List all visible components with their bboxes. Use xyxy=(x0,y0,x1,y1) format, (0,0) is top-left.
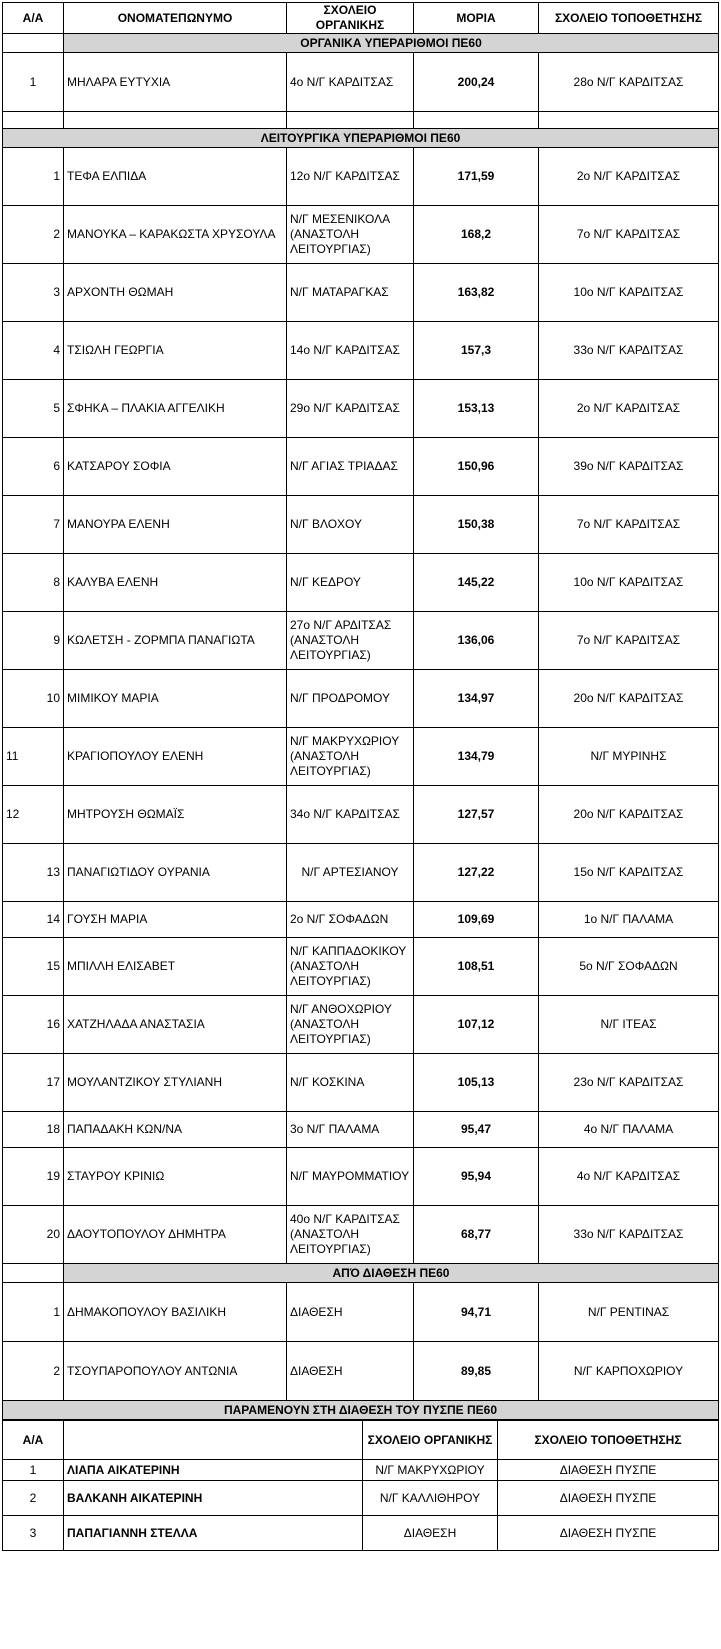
row-points: 68,77 xyxy=(414,1206,539,1264)
table-row xyxy=(3,1283,719,1342)
table-row xyxy=(3,1342,719,1401)
row-placement: 23ο Ν/Γ ΚΑΡΔΙΤΣΑΣ xyxy=(539,1054,719,1112)
row-org: 12ο Ν/Γ ΚΑΡΔΙΤΣΑΣ xyxy=(287,148,414,206)
row-aa: 2 xyxy=(3,1481,64,1516)
row-name: ΜΗΛΑΡΑ ΕΥΤΥΧΙΑ xyxy=(64,53,287,112)
row-aa: 5 xyxy=(3,380,64,438)
row-aa: 15 xyxy=(3,938,64,996)
remaining-header-placement: ΣΧΟΛΕΙΟ ΤΟΠΟΘΕΤΗΣΗΣ xyxy=(498,1421,719,1460)
row-name: ΚΑΤΣΑΡΟΥ ΣΟΦΙΑ xyxy=(64,438,287,496)
row-aa: 10 xyxy=(3,670,64,728)
row-org: 40ο Ν/Γ ΚΑΡΔΙΤΣΑΣ (ΑΝΑΣΤΟΛΗ ΛΕΙΤΟΥΡΓΙΑΣ) xyxy=(287,1206,414,1264)
row-org: Ν/Γ ΜΑΚΡΥΧΩΡΙΟΥ xyxy=(363,1460,498,1481)
table-row xyxy=(3,264,719,322)
row-points: 145,22 xyxy=(414,554,539,612)
table-row xyxy=(3,728,719,786)
row-points: 95,94 xyxy=(414,1148,539,1206)
row-aa: 12 xyxy=(3,786,64,844)
table-row xyxy=(3,438,719,496)
row-placement: 10ο Ν/Γ ΚΑΡΔΙΤΣΑΣ xyxy=(539,554,719,612)
row-org: ΔΙΑΘΕΣΗ xyxy=(287,1283,414,1342)
row-placement: 15ο Ν/Γ ΚΑΡΔΙΤΣΑΣ xyxy=(539,844,719,902)
row-org: Ν/Γ ΑΓΙΑΣ ΤΡΙΑΔΑΣ xyxy=(287,438,414,496)
row-placement: 33ο Ν/Γ ΚΑΡΔΙΤΣΑΣ xyxy=(539,322,719,380)
remaining-header-org: ΣΧΟΛΕΙΟ ΟΡΓΑΝΙΚΗΣ xyxy=(363,1421,498,1460)
row-org: 4ο Ν/Γ ΚΑΡΔΙΤΣΑΣ xyxy=(287,53,414,112)
row-points: 200,24 xyxy=(414,53,539,112)
row-aa: 9 xyxy=(3,612,64,670)
placements-table xyxy=(2,2,719,1420)
row-placement: 20ο Ν/Γ ΚΑΡΔΙΤΣΑΣ xyxy=(539,786,719,844)
row-org: 34ο Ν/Γ ΚΑΡΔΙΤΣΑΣ xyxy=(287,786,414,844)
row-name: ΤΕΦΑ ΕΛΠΙΔΑ xyxy=(64,148,287,206)
row-name: ΚΩΛΕΤΣΗ - ΖΟΡΜΠΑ ΠΑΝΑΓΙΩΤΑ xyxy=(64,612,287,670)
row-name: ΑΡΧΟΝΤΗ ΘΩΜΑΗ xyxy=(64,264,287,322)
row-placement: 4ο Ν/Γ ΚΑΡΔΙΤΣΑΣ xyxy=(539,1148,719,1206)
table-row xyxy=(3,322,719,380)
row-points: 153,13 xyxy=(414,380,539,438)
row-org: Ν/Γ ΜΕΣΕΝΙΚΟΛΑ (ΑΝΑΣΤΟΛΗ ΛΕΙΤΟΥΡΓΙΑΣ) xyxy=(287,206,414,264)
row-aa: 6 xyxy=(3,438,64,496)
row-name: ΚΡΑΓΙΟΠΟΥΛΟΥ ΕΛΕΝΗ xyxy=(64,728,287,786)
table-row xyxy=(3,1112,719,1148)
row-name: ΜΑΝΟΥΚΑ – ΚΑΡΑΚΩΣΤΑ ΧΡΥΣΟΥΛΑ xyxy=(64,206,287,264)
row-name: ΠΑΠΑΔΑΚΗ ΚΩΝ/ΝΑ xyxy=(64,1112,287,1148)
row-org: 3ο Ν/Γ ΠΑΛΑΜΑ xyxy=(287,1112,414,1148)
table-row xyxy=(3,996,719,1054)
row-org: Ν/Γ ΚΑΠΠΑΔΟΚΙΚΟΥ (ΑΝΑΣΤΟΛΗ ΛΕΙΤΟΥΡΓΙΑΣ) xyxy=(287,938,414,996)
section-remaining-row xyxy=(3,1401,719,1420)
row-points: 127,57 xyxy=(414,786,539,844)
remaining-row xyxy=(3,1516,719,1551)
row-aa: 18 xyxy=(3,1112,64,1148)
row-placement: Ν/Γ ΜΥΡΙΝΗΣ xyxy=(539,728,719,786)
section-functional-title: ΛΕΙΤΟΥΡΓΙΚΑ ΥΠΕΡΑΡΙΘΜΟΙ ΠΕ60 xyxy=(3,129,719,148)
row-org: Ν/Γ ΜΑΚΡΥΧΩΡΙΟΥ (ΑΝΑΣΤΟΛΗ ΛΕΙΤΟΥΡΓΙΑΣ) xyxy=(287,728,414,786)
row-org: 2ο Ν/Γ ΣΟΦΑΔΩΝ xyxy=(287,902,414,938)
row-org: ΔΙΑΘΕΣΗ xyxy=(287,1342,414,1401)
table-row xyxy=(3,206,719,264)
row-aa: 2 xyxy=(3,1342,64,1401)
remaining-header-name xyxy=(64,1421,363,1460)
row-placement: 1ο Ν/Γ ΠΑΛΑΜΑ xyxy=(539,902,719,938)
row-placement: 7ο Ν/Γ ΚΑΡΔΙΤΣΑΣ xyxy=(539,496,719,554)
table-row xyxy=(3,53,719,112)
row-name: ΜΗΤΡΟΥΣΗ ΘΩΜΑΪΣ xyxy=(64,786,287,844)
row-aa: 17 xyxy=(3,1054,64,1112)
row-name: ΤΣΙΩΛΗ ΓΕΩΡΓΙΑ xyxy=(64,322,287,380)
section-organic-row xyxy=(3,34,719,53)
row-aa: 13 xyxy=(3,844,64,902)
row-org: Ν/Γ ΚΑΛΛΙΘΗΡΟΥ xyxy=(363,1481,498,1516)
row-org: 14ο Ν/Γ ΚΑΡΔΙΤΣΑΣ xyxy=(287,322,414,380)
row-aa: 1 xyxy=(3,1460,64,1481)
row-name: ΒΑΛΚΑΝΗ ΑΙΚΑΤΕΡΙΝΗ xyxy=(64,1481,363,1516)
row-org: 27ο Ν/Γ ΑΡΔΙΤΣΑΣ (ΑΝΑΣΤΟΛΗ ΛΕΙΤΟΥΡΓΙΑΣ) xyxy=(287,612,414,670)
row-name: ΠΑΠΑΓΙΑΝΝΗ ΣΤΕΛΛΑ xyxy=(64,1516,363,1551)
section-organic-title: ΟΡΓΑΝΙΚΑ ΥΠΕΡΑΡΙΘΜΟΙ ΠΕ60 xyxy=(64,34,719,53)
table-row xyxy=(3,1206,719,1264)
row-placement: Ν/Γ ΡΕΝΤΙΝΑΣ xyxy=(539,1283,719,1342)
row-aa: 14 xyxy=(3,902,64,938)
row-placement: 2ο Ν/Γ ΚΑΡΔΙΤΣΑΣ xyxy=(539,148,719,206)
row-org: Ν/Γ ΑΝΘΟΧΩΡΙΟΥ (ΑΝΑΣΤΟΛΗ ΛΕΙΤΟΥΡΓΙΑΣ) xyxy=(287,996,414,1054)
section-remaining-title: ΠΑΡΑΜΕΝΟΥΝ ΣΤΗ ΔΙΑΘΕΣΗ ΤΟΥ ΠΥΣΠΕ ΠΕ60 xyxy=(3,1401,719,1420)
row-placement: 2ο Ν/Γ ΚΑΡΔΙΤΣΑΣ xyxy=(539,380,719,438)
row-name: ΔΗΜΑΚΟΠΟΥΛΟΥ ΒΑΣΙΛΙΚΗ xyxy=(64,1283,287,1342)
table-row xyxy=(3,670,719,728)
row-aa: 7 xyxy=(3,496,64,554)
row-points: 168,2 xyxy=(414,206,539,264)
table-row xyxy=(3,844,719,902)
row-org: Ν/Γ ΚΕΔΡΟΥ xyxy=(287,554,414,612)
row-name: ΠΑΝΑΓΙΩΤΙΔΟΥ ΟΥΡΑΝΙΑ xyxy=(64,844,287,902)
header-row xyxy=(3,3,719,34)
row-name: ΚΑΛΥΒΑ ΕΛΕΝΗ xyxy=(64,554,287,612)
remaining-row xyxy=(3,1481,719,1516)
table-row xyxy=(3,1148,719,1206)
row-points: 171,59 xyxy=(414,148,539,206)
row-aa: 20 xyxy=(3,1206,64,1264)
row-placement: 28ο Ν/Γ ΚΑΡΔΙΤΣΑΣ xyxy=(539,53,719,112)
document-sheet xyxy=(2,2,718,1551)
row-points: 134,79 xyxy=(414,728,539,786)
table-row xyxy=(3,1054,719,1112)
table-row xyxy=(3,938,719,996)
row-aa: 1 xyxy=(3,53,64,112)
row-org: ΔΙΑΘΕΣΗ xyxy=(363,1516,498,1551)
row-aa: 2 xyxy=(3,206,64,264)
section-functional-row xyxy=(3,129,719,148)
header-name: ΟΝΟΜΑΤΕΠΩΝΥΜΟ xyxy=(64,3,287,34)
row-org: Ν/Γ ΚΟΣΚΙΝΑ xyxy=(287,1054,414,1112)
row-points: 107,12 xyxy=(414,996,539,1054)
row-points: 95,47 xyxy=(414,1112,539,1148)
row-placement: Ν/Γ ΙΤΕΑΣ xyxy=(539,996,719,1054)
remaining-row xyxy=(3,1460,719,1481)
row-aa: 19 xyxy=(3,1148,64,1206)
row-org: Ν/Γ ΜΑΤΑΡΑΓΚΑΣ xyxy=(287,264,414,322)
row-name: ΣΤΑΥΡΟΥ ΚΡΙΝΙΩ xyxy=(64,1148,287,1206)
row-points: 150,96 xyxy=(414,438,539,496)
section-disposal-row xyxy=(3,1264,719,1283)
row-org: Ν/Γ ΑΡΤΕΣΙΑΝΟΥ xyxy=(287,844,414,902)
row-aa: 1 xyxy=(3,1283,64,1342)
row-name: ΜΙΜΙΚΟΥ ΜΑΡΙΑ xyxy=(64,670,287,728)
row-placement: 7ο Ν/Γ ΚΑΡΔΙΤΣΑΣ xyxy=(539,612,719,670)
header-placement: ΣΧΟΛΕΙΟ ΤΟΠΟΘΕΤΗΣΗΣ xyxy=(539,3,719,34)
remaining-header-row xyxy=(3,1421,719,1460)
row-placement: 7ο Ν/Γ ΚΑΡΔΙΤΣΑΣ xyxy=(539,206,719,264)
row-points: 127,22 xyxy=(414,844,539,902)
table-row xyxy=(3,380,719,438)
row-points: 134,97 xyxy=(414,670,539,728)
remaining-table xyxy=(2,1420,719,1551)
row-name: ΤΣΟΥΠΑΡΟΠΟΥΛΟΥ ΑΝΤΩΝΙΑ xyxy=(64,1342,287,1401)
row-org: 29ο Ν/Γ ΚΑΡΔΙΤΣΑΣ xyxy=(287,380,414,438)
row-placement: 4ο Ν/Γ ΠΑΛΑΜΑ xyxy=(539,1112,719,1148)
row-placement: Ν/Γ ΚΑΡΠΟΧΩΡΙΟΥ xyxy=(539,1342,719,1401)
table-row xyxy=(3,554,719,612)
row-points: 109,69 xyxy=(414,902,539,938)
row-aa: 3 xyxy=(3,1516,64,1551)
row-aa: 4 xyxy=(3,322,64,380)
row-aa: 16 xyxy=(3,996,64,1054)
row-placement: 39ο Ν/Γ ΚΑΡΔΙΤΣΑΣ xyxy=(539,438,719,496)
header-points: ΜΟΡΙΑ xyxy=(414,3,539,34)
row-name: ΔΑΟΥΤΟΠΟΥΛΟΥ ΔΗΜΗΤΡΑ xyxy=(64,1206,287,1264)
row-placement: 33ο Ν/Γ ΚΑΡΔΙΤΣΑΣ xyxy=(539,1206,719,1264)
row-points: 136,06 xyxy=(414,612,539,670)
remaining-header-aa: Α/Α xyxy=(3,1421,64,1460)
row-points: 150,38 xyxy=(414,496,539,554)
row-placement: 20ο Ν/Γ ΚΑΡΔΙΤΣΑΣ xyxy=(539,670,719,728)
row-placement: ΔΙΑΘΕΣΗ ΠΥΣΠΕ xyxy=(498,1516,719,1551)
table-row xyxy=(3,902,719,938)
row-points: 157,3 xyxy=(414,322,539,380)
row-aa: 1 xyxy=(3,148,64,206)
row-name: ΛΙΑΠΑ ΑΙΚΑΤΕΡΙΝΗ xyxy=(64,1460,363,1481)
row-org: Ν/Γ ΜΑΥΡΟΜΜΑΤΙΟΥ xyxy=(287,1148,414,1206)
row-org: Ν/Γ ΒΛΟΧΟΥ xyxy=(287,496,414,554)
table-row xyxy=(3,786,719,844)
row-placement: ΔΙΑΘΕΣΗ ΠΥΣΠΕ xyxy=(498,1460,719,1481)
header-org: ΣΧΟΛΕΙΟ ΟΡΓΑΝΙΚΗΣ xyxy=(287,3,414,34)
row-points: 89,85 xyxy=(414,1342,539,1401)
row-points: 94,71 xyxy=(414,1283,539,1342)
row-aa: 11 xyxy=(3,728,64,786)
table-row xyxy=(3,148,719,206)
row-aa: 3 xyxy=(3,264,64,322)
table-row xyxy=(3,496,719,554)
row-name: ΜΟΥΛΑΝΤΖΙΚΟΥ ΣΤΥΛΙΑΝΗ xyxy=(64,1054,287,1112)
table-row xyxy=(3,612,719,670)
section-disposal-title: ΑΠΌ ΔΙΑΘΕΣΗ ΠΕ60 xyxy=(64,1264,719,1283)
row-placement: 10ο Ν/Γ ΚΑΡΔΙΤΣΑΣ xyxy=(539,264,719,322)
row-placement: 5ο Ν/Γ ΣΟΦΑΔΩΝ xyxy=(539,938,719,996)
row-points: 105,13 xyxy=(414,1054,539,1112)
row-name: ΣΦΗΚΑ – ΠΛΑΚΙΑ ΑΓΓΕΛΙΚΗ xyxy=(64,380,287,438)
row-placement: ΔΙΑΘΕΣΗ ΠΥΣΠΕ xyxy=(498,1481,719,1516)
row-org: Ν/Γ ΠΡΟΔΡΟΜΟΥ xyxy=(287,670,414,728)
row-name: ΓΟΥΣΗ ΜΑΡΙΑ xyxy=(64,902,287,938)
spacer-row xyxy=(3,112,719,129)
header-aa: Α/Α xyxy=(3,3,64,34)
row-points: 163,82 xyxy=(414,264,539,322)
row-points: 108,51 xyxy=(414,938,539,996)
row-name: ΜΑΝΟΥΡΑ ΕΛΕΝΗ xyxy=(64,496,287,554)
row-name: ΧΑΤΖΗΛΑΔΑ ΑΝΑΣΤΑΣΙΑ xyxy=(64,996,287,1054)
row-aa: 8 xyxy=(3,554,64,612)
row-name: ΜΠΙΛΛΗ ΕΛΙΣΑΒΕΤ xyxy=(64,938,287,996)
